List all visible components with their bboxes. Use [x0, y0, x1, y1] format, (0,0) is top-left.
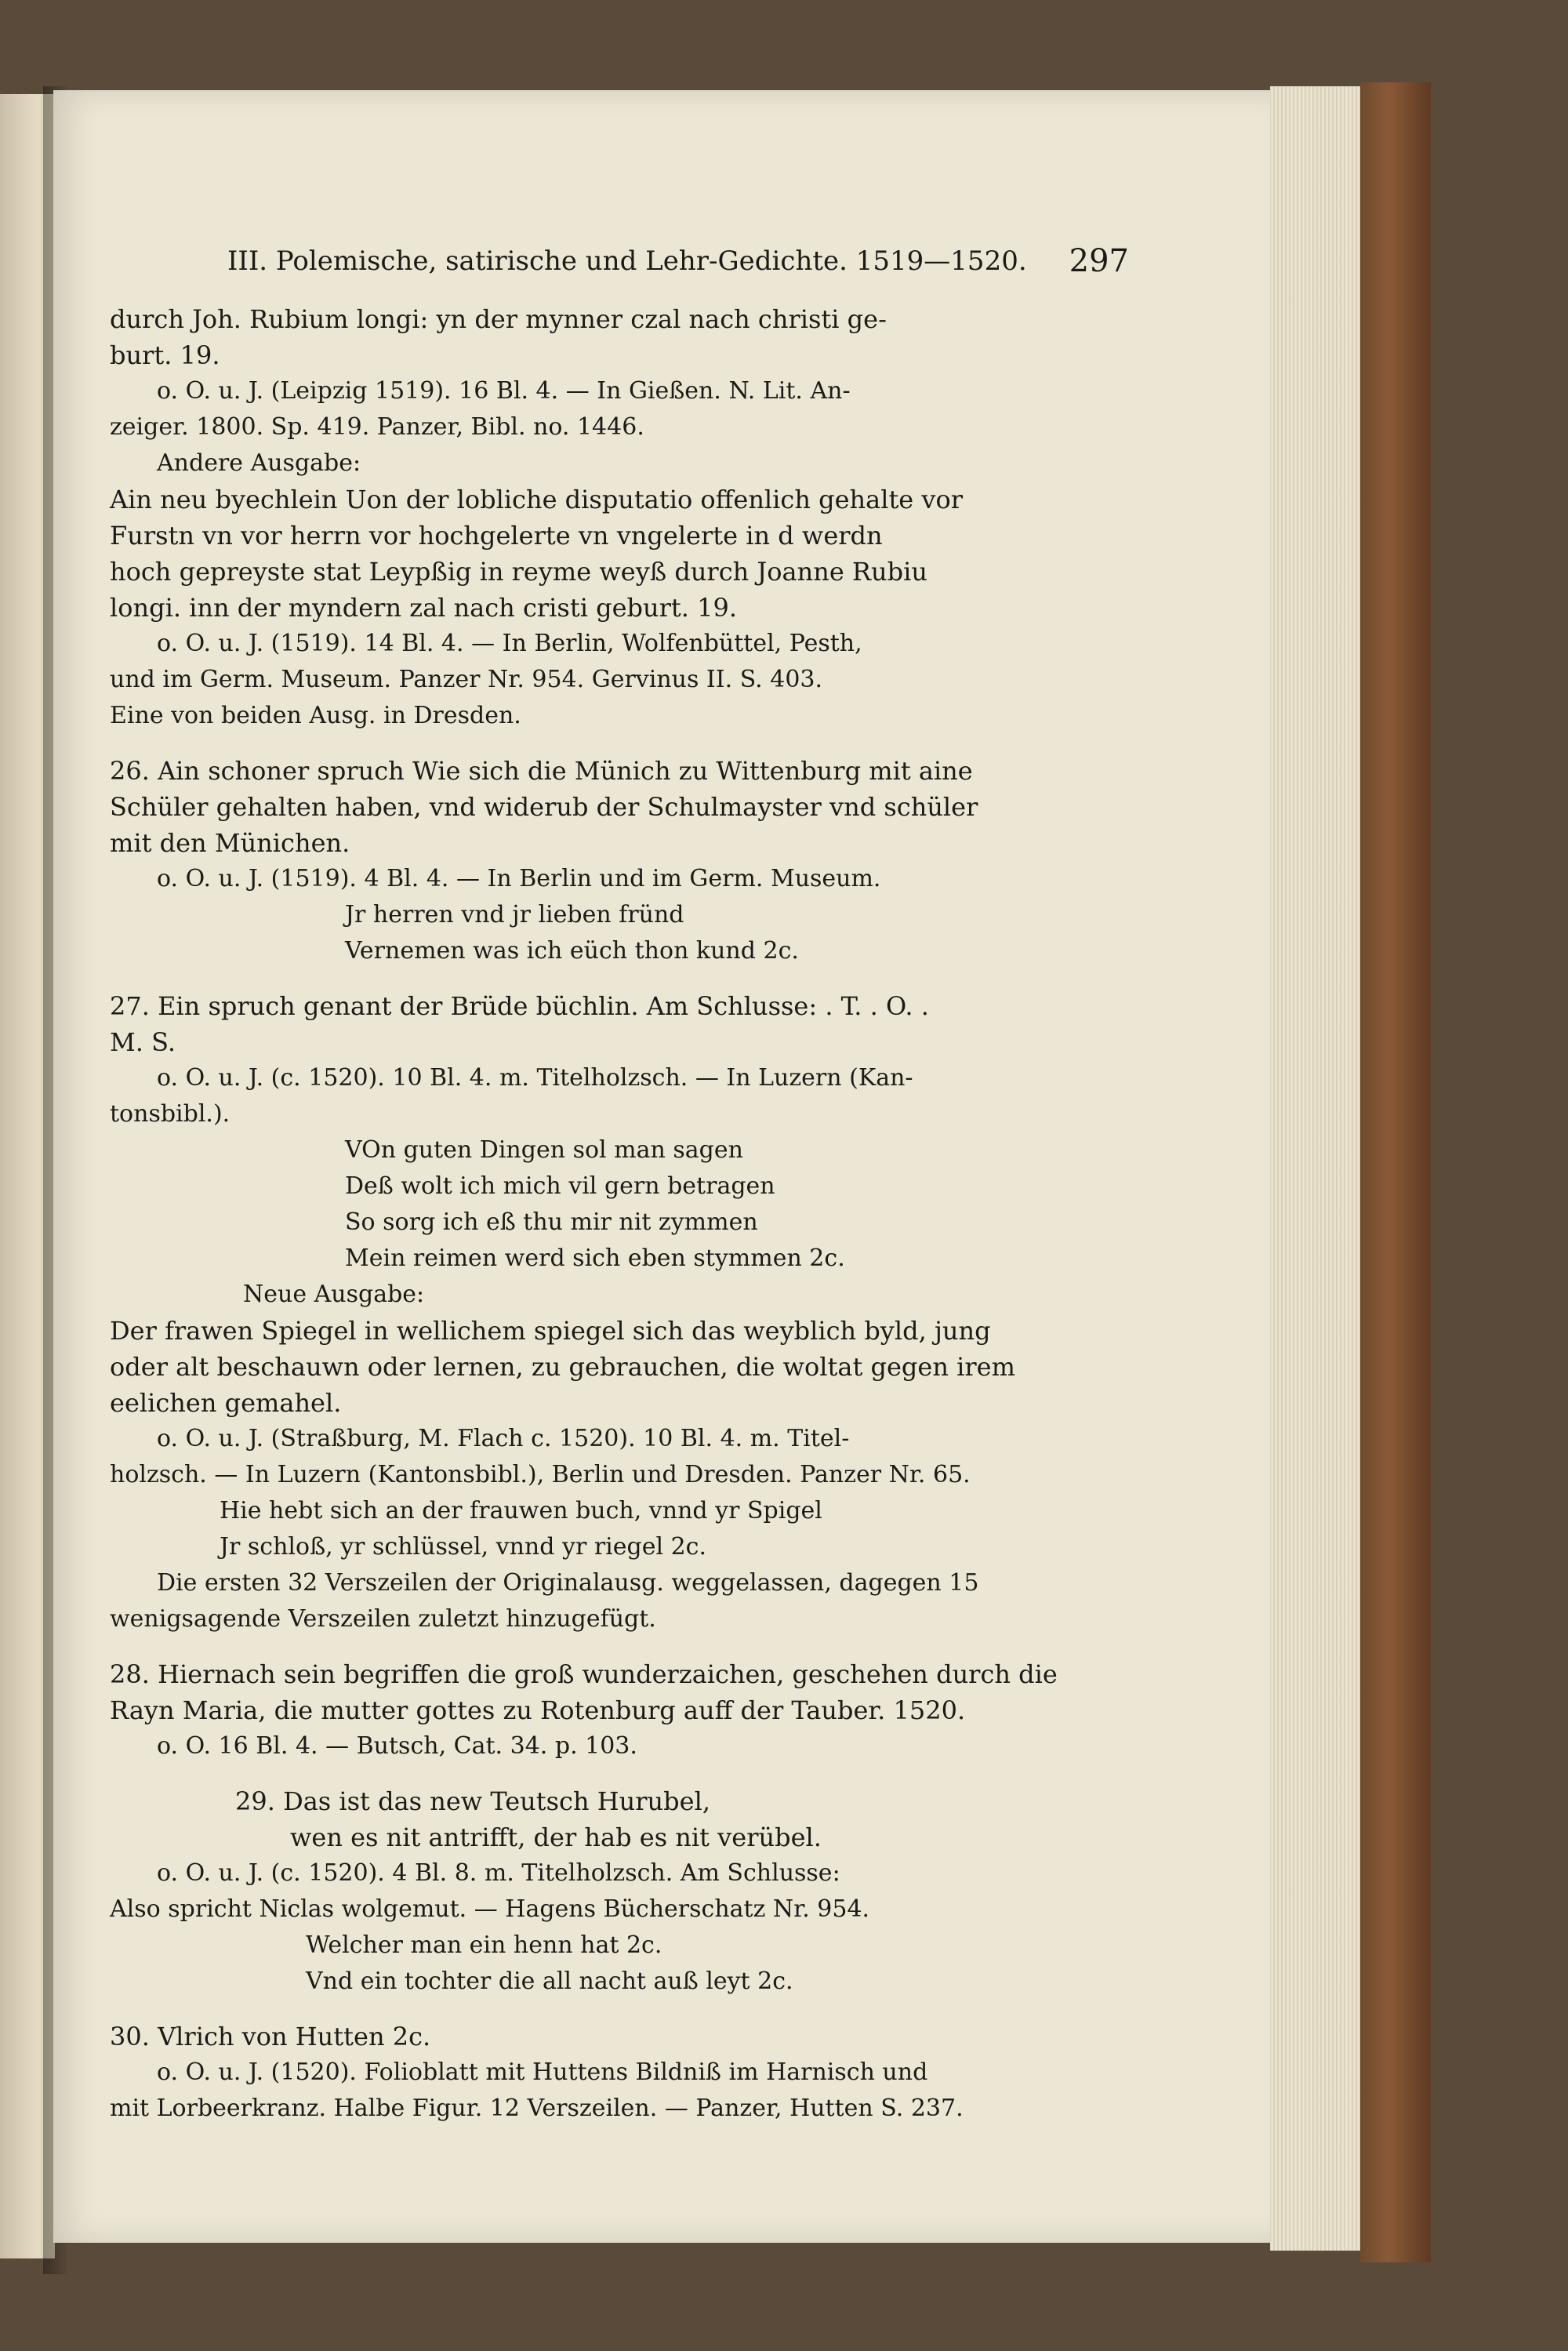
entry-29: 29. Das ist das new Teutsch Hurubel,	[235, 1786, 710, 1816]
text-line: o. O. u. J. (c. 1520). 10 Bl. 4. m. Titelholzsch. — In Luzern (Kan-	[157, 1064, 913, 1092]
entry-28: 28. Hiernach sein begriffen die groß wunderzaichen, geschehen durch die	[110, 1659, 1058, 1689]
text-line: o. O. u. J. (Leipzig 1519). 16 Bl. 4. — In Gießen. N. Lit. An-	[157, 377, 851, 405]
text-line: hoch gepreyste stat Leypßig in reyme weyß durch Joanne Rubiu	[110, 557, 927, 587]
text-line: zeiger. 1800. Sp. 419. Panzer, Bibl. no. 1446.	[110, 413, 644, 441]
text-line: Eine von beiden Ausg. in Dresden.	[110, 702, 521, 729]
verse-line: Jr schloß, yr schlüssel, vnnd yr riegel 2c.	[220, 1533, 707, 1561]
page-number: 297	[1069, 243, 1129, 279]
running-header	[227, 243, 1129, 279]
text-line: durch Joh. Rubium longi: yn der mynner czal nach christi ge-	[110, 304, 887, 334]
verse-line: Vernemen was ich eüch thon kund 2c.	[345, 937, 799, 965]
text-line: mit Lorbeerkranz. Halbe Figur. 12 Verszeilen. — Panzer, Hutten S. 237.	[110, 2095, 964, 2122]
text-line: o. O. u. J. (1519). 4 Bl. 4. — In Berlin und im Germ. Museum.	[157, 865, 881, 892]
page-text	[110, 243, 1129, 2127]
book-cover	[1360, 82, 1431, 2262]
verse-line: Vnd ein tochter die all nacht auß leyt 2c.	[306, 1968, 793, 1995]
text-line: holzsch. — In Luzern (Kantonsbibl.), Berlin und Dresden. Panzer Nr. 65.	[110, 1461, 971, 1488]
verse-line: So sorg ich eß thu mir nit zymmen	[345, 1208, 758, 1236]
entry-30: 30. Vlrich von Hutten 2c.	[110, 2022, 431, 2051]
text-line: eelichen gemahel.	[110, 1388, 342, 1418]
text-line: und im Germ. Museum. Panzer Nr. 954. Gervinus II. S. 403.	[110, 666, 823, 693]
text-line: o. O. 16 Bl. 4. — Butsch, Cat. 34. p. 103.	[157, 1732, 637, 1760]
text-line: Ain neu byechlein Uon der lobliche disputatio offenlich gehalte vor	[110, 485, 964, 514]
text-line: longi. inn der myndern zal nach cristi geburt. 19.	[110, 593, 737, 623]
text-line: mit den Münichen.	[110, 828, 350, 858]
verse-line: Deß wolt ich mich vil gern betragen	[345, 1172, 775, 1200]
text-line: o. O. u. J. (c. 1520). 4 Bl. 8. m. Titelholzsch. Am Schlusse:	[157, 1859, 840, 1887]
text-line: Andere Ausgabe:	[157, 449, 361, 477]
text-line: Der frawen Spiegel in wellichem spiegel sich das weyblich byld, jung	[110, 1316, 991, 1346]
text-line: Also spricht Niclas wolgemut. — Hagens Bücherschatz Nr. 954.	[110, 1895, 870, 1923]
entry-27: 27. Ein spruch genant der Brüde büchlin. Am Schlusse: . T. . O. .	[110, 991, 929, 1021]
text-line: wen es nit antrifft, der hab es nit verübel.	[290, 1822, 822, 1852]
entry-26: 26. Ain schoner spruch Wie sich die Münich zu Wittenburg mit aine	[110, 756, 973, 786]
text-line: o. O. u. J. (Straßburg, M. Flach c. 1520). 10 Bl. 4. m. Titel-	[157, 1425, 850, 1452]
page-edges	[1270, 86, 1360, 2251]
verse-line: Hie hebt sich an der frauwen buch, vnnd yr Spigel	[220, 1497, 822, 1524]
text-line: tonsbibl.).	[110, 1100, 230, 1128]
text-line: Rayn Maria, die mutter gottes zu Rotenburg auff der Tauber. 1520.	[110, 1695, 966, 1725]
verse-line: Jr herren vnd jr lieben fründ	[345, 901, 684, 928]
text-line: M. S.	[110, 1027, 176, 1057]
verse-line: Welcher man ein henn hat 2c.	[306, 1931, 662, 1959]
verse-line: VOn guten Dingen sol man sagen	[345, 1136, 743, 1164]
verse-line: Mein reimen werd sich eben stymmen 2c.	[345, 1245, 845, 1272]
text-line: o. O. u. J. (1520). Folioblatt mit Huttens Bildniß im Harnisch und	[157, 2058, 928, 2086]
text-line: wenigsagende Verszeilen zuletzt hinzugefügt.	[110, 1605, 656, 1633]
text-line: Schüler gehalten haben, vnd widerub der Schulmayster vnd schüler	[110, 792, 978, 822]
text-line: burt. 19.	[110, 340, 220, 370]
header-title: III. Polemische, satirische und Lehr-Gedichte. 1519—1520.	[227, 245, 1027, 277]
text-line: Neue Ausgabe:	[243, 1281, 425, 1308]
text-line: oder alt beschauwn oder lernen, zu gebrauchen, die woltat gegen irem	[110, 1352, 1015, 1382]
text-line: Die ersten 32 Verszeilen der Originalausg. weggelassen, dagegen 15	[157, 1569, 979, 1597]
text-line: Furstn vn vor herrn vor hochgelerte vn vngelerte in d werdn	[110, 521, 883, 551]
text-line: o. O. u. J. (1519). 14 Bl. 4. — In Berlin, Wolfenbüttel, Pesth,	[157, 630, 862, 657]
